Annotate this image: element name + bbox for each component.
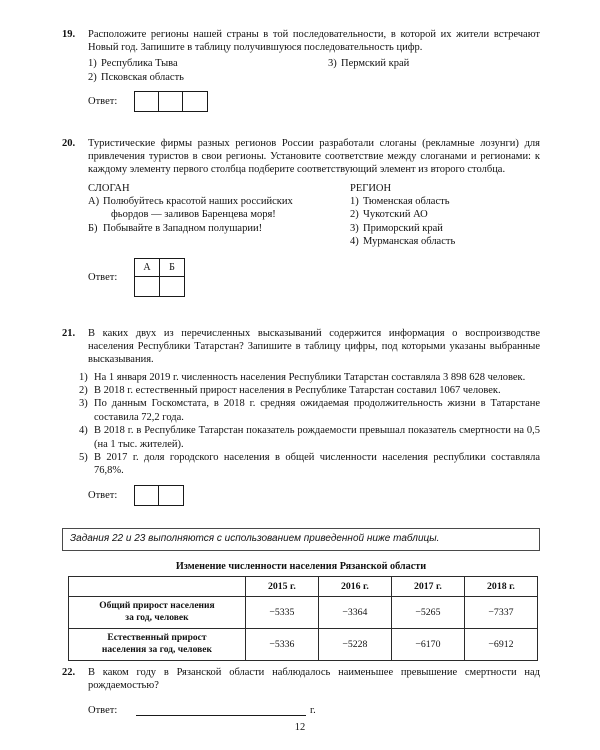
table-cell: −5265 — [391, 597, 464, 629]
question-21-answer — [88, 485, 540, 506]
table-column-header: 2018 г. — [464, 577, 537, 597]
question-21-statements — [79, 371, 540, 478]
option-marker: 3) — [328, 58, 337, 70]
slogan-text-line2: фьордов — заливов Баренцева моря! — [111, 209, 276, 221]
question-22 — [62, 666, 540, 716]
answer-cell[interactable] — [159, 486, 183, 505]
statement-item[interactable] — [79, 384, 540, 397]
region-label: Чукотский АО — [363, 209, 428, 221]
statement-text: В 2018 г. естественный прирост населения в Республике Татарстан составил 1067 человек. — [94, 385, 501, 397]
answer-grid-header: А — [135, 258, 160, 276]
slogan-heading: СЛОГАН — [88, 182, 130, 194]
option-marker: 1) — [88, 58, 97, 70]
answer-blank-line[interactable] — [136, 704, 306, 716]
question-19-options-right — [328, 57, 409, 70]
table-cell: −3364 — [318, 597, 391, 629]
question-19-number: 19. — [62, 29, 76, 40]
statement-marker: 5) — [79, 452, 88, 464]
instruction-note — [62, 528, 540, 551]
statement-marker: 1) — [79, 371, 88, 383]
table-header-row — [69, 577, 538, 597]
page-number: 12 — [294, 722, 306, 733]
slogan-column — [88, 182, 338, 236]
option-label: Псковская область — [101, 71, 184, 83]
table-cell: −5335 — [245, 597, 318, 629]
slogan-text-line1: Побывайте в Западном полушарии! — [103, 222, 263, 234]
statement-text: В 2018 г. в Республике Татарстан показатель рождаемости превышал показатель смертности на 0,5 (на 1 тыс. жителей). — [94, 425, 540, 450]
answer-grid[interactable] — [134, 258, 185, 297]
table-corner-cell — [69, 577, 246, 597]
slogan-text-line1: Полюбуйтесь красотой наших российских — [103, 196, 293, 208]
statement-text: По данным Госкомстата, в 2018 г. средняя ожидаемая продолжительность жизни в Татарстане составила 72,2 года. — [94, 398, 540, 423]
region-marker: 3) — [350, 222, 359, 234]
option-item[interactable] — [88, 57, 184, 70]
answer-label: Ответ: — [88, 96, 118, 108]
table-column-header: 2016 г. — [318, 577, 391, 597]
answer-cell[interactable] — [135, 486, 159, 505]
statement-text: На 1 января 2019 г. численность населения Республики Татарстан составляла 3 898 628 человек. — [94, 371, 526, 383]
table-title: Изменение численности населения Рязанской области — [175, 561, 427, 572]
region-item[interactable] — [350, 222, 455, 235]
table-column-header: 2015 г. — [245, 577, 318, 597]
answer-suffix: г. — [310, 704, 316, 716]
question-20-text: Туристические фирмы разных регионов России разработали слоганы (рекламные лозунги) для привлечения туристов в свои регионы. Установите соответствие между слоганами и регионами: к каждому элементу первого столбца подберите соответствующий элемент из второго столбца. — [88, 138, 540, 176]
statement-marker: 4) — [79, 425, 88, 437]
question-19-options — [88, 57, 540, 85]
region-item[interactable] — [350, 195, 455, 208]
answer-grid-header: Б — [160, 258, 185, 276]
slogan-marker: А) — [88, 196, 100, 208]
question-20-number: 20. — [62, 138, 76, 149]
region-label: Приморский край — [363, 222, 443, 234]
question-20-columns — [88, 182, 540, 252]
table-cell: −6170 — [391, 629, 464, 661]
table-cell: −6912 — [464, 629, 537, 661]
table-cell: −5336 — [245, 629, 318, 661]
statement-item[interactable] — [79, 371, 540, 384]
population-change-table — [68, 576, 538, 661]
region-marker: 2) — [350, 209, 359, 221]
region-label: Тюменская область — [363, 196, 450, 208]
question-19-text: Расположите регионы нашей страны в той последовательности, в которой их жители встречают Новый год. Запишите в таблицу получившуюся последовательность цифр. — [88, 29, 540, 54]
table-row — [69, 629, 538, 661]
statement-marker: 3) — [79, 398, 88, 410]
table-row — [69, 597, 538, 629]
table-cell: −5228 — [318, 629, 391, 661]
question-22-answer — [88, 704, 540, 716]
table-cell: −7337 — [464, 597, 537, 629]
table-row-header — [69, 597, 246, 629]
answer-label: Ответ: — [88, 704, 118, 716]
question-22-text: В каком году в Рязанской области наблюдалось наименьшее превышение смертности над рождаемостью? — [88, 667, 540, 692]
slogan-item[interactable] — [88, 222, 338, 235]
question-22-number: 22. — [62, 667, 76, 678]
region-heading: РЕГИОН — [350, 182, 392, 194]
answer-cell[interactable] — [135, 276, 160, 296]
question-19-answer — [88, 91, 540, 112]
region-label: Мурманская область — [363, 236, 456, 248]
statement-text: В 2017 г. доля городского населения в общей численности населения республики составляла 76,8%. — [94, 452, 540, 477]
option-marker: 2) — [88, 71, 97, 83]
answer-label: Ответ: — [88, 271, 118, 283]
option-label: Пермский край — [341, 58, 410, 70]
region-column — [350, 182, 455, 249]
region-item[interactable] — [350, 235, 455, 248]
option-item[interactable] — [88, 71, 184, 84]
region-marker: 4) — [350, 236, 359, 248]
statement-marker: 2) — [79, 385, 88, 397]
answer-cell[interactable] — [160, 276, 185, 296]
answer-label: Ответ: — [88, 489, 118, 501]
instruction-note-text: Задания 22 и 23 выполняются с использованием приведенной ниже таблицы. — [70, 533, 440, 544]
statement-item[interactable] — [79, 451, 540, 478]
table-row-header — [69, 629, 246, 661]
slogan-marker: Б) — [88, 222, 98, 234]
table-column-header: 2017 г. — [391, 577, 464, 597]
question-20 — [62, 137, 540, 297]
question-21-number: 21. — [62, 328, 76, 339]
question-19-options-left — [88, 57, 184, 84]
statement-item[interactable] — [79, 424, 540, 451]
table-row-header-line1: Общий прирост населения — [99, 601, 215, 611]
statement-item[interactable] — [79, 397, 540, 424]
table-row-header-line1: Естественный прирост — [107, 633, 207, 643]
table-row-header-line2: населения за год, человек — [101, 644, 212, 655]
answer-cell[interactable] — [183, 92, 207, 111]
answer-boxes[interactable] — [134, 91, 208, 112]
table-row-header-line2: за год, человек — [125, 612, 189, 623]
question-20-answer — [88, 258, 540, 297]
slogan-item[interactable] — [88, 195, 338, 222]
region-marker: 1) — [350, 196, 359, 208]
answer-boxes[interactable] — [134, 485, 184, 506]
option-item[interactable] — [328, 57, 409, 70]
question-21-text: В каких двух из перечисленных высказываний содержится информация о воспроизводстве населения Республики Татарстан? Запишите в таблицу цифры, под которыми указаны выбранные высказывания. — [88, 328, 540, 366]
region-item[interactable] — [350, 208, 455, 221]
option-label: Республика Тыва — [101, 58, 178, 70]
question-19 — [62, 28, 540, 112]
answer-cell[interactable] — [135, 92, 159, 111]
question-21 — [62, 327, 540, 506]
answer-cell[interactable] — [159, 92, 183, 111]
